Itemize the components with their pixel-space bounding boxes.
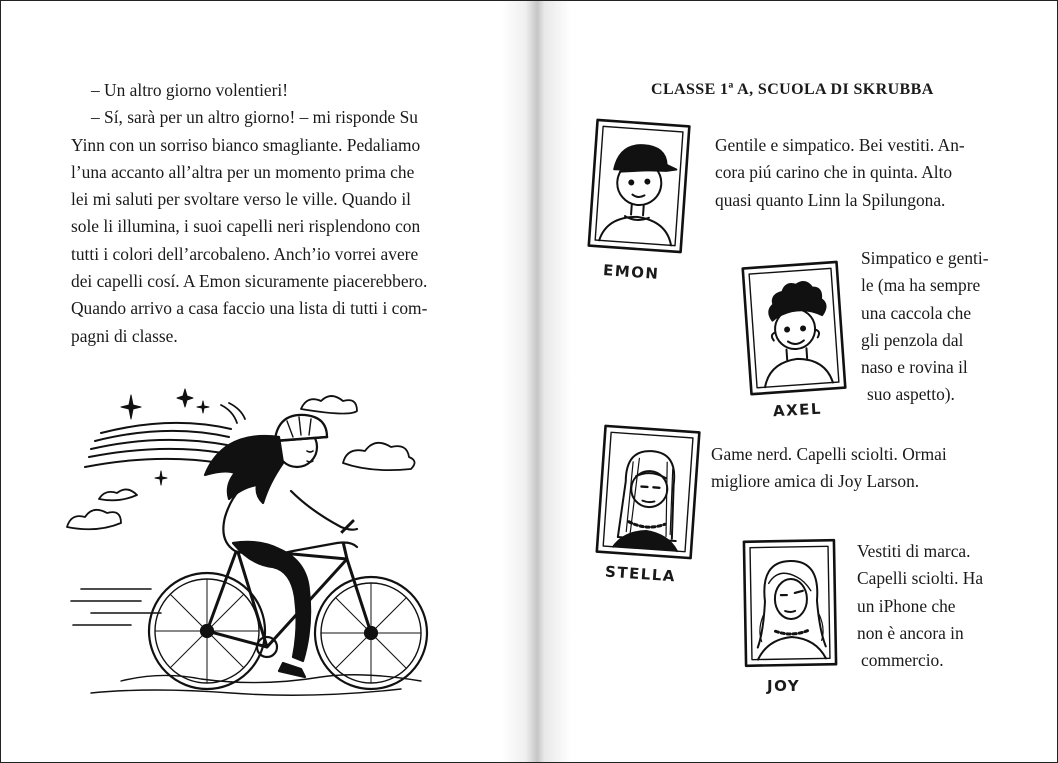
note-line: Simpatico e genti- <box>861 248 989 268</box>
emon-portrait <box>583 117 695 257</box>
text-line: dei capelli cosí. A Emon sicuramente piacerebbero. <box>71 271 428 292</box>
note-line: un iPhone che <box>857 595 956 616</box>
note-line: quasi quanto Linn la Spilungona. <box>715 189 946 210</box>
text-line: sole li illumina, i suoi capelli neri risplendono con <box>71 216 421 237</box>
note-line: cora piú carino che in quinta. Alto <box>715 162 953 183</box>
note-line: gli penzola dal <box>861 329 964 350</box>
joy-portrait <box>739 535 841 671</box>
classmate-note <box>857 538 983 674</box>
classmate-name: JOY <box>767 677 801 695</box>
text-line: Quando arrivo a casa faccio una lista di tutti i com- <box>71 298 428 319</box>
note-line: una caccola che <box>861 302 972 323</box>
stella-portrait <box>591 423 705 563</box>
text-line: tutti i colori dell’arcobaleno. Anch’io vorrei avere <box>71 243 419 264</box>
classmate-name: AXEL <box>772 399 823 421</box>
classmate-note <box>711 441 947 496</box>
note-line: le (ma ha sempre <box>861 275 981 296</box>
note-line: migliore amica di Joy Larson. <box>711 471 920 492</box>
note-line: Vestiti di marca. <box>857 541 971 561</box>
axel-portrait <box>737 257 853 399</box>
note-line: Capelli sciolti. Ha <box>857 568 984 589</box>
note-line: commercio. <box>861 650 944 671</box>
note-line: suo aspetto). <box>867 384 955 405</box>
classmate-name: EMON <box>602 261 661 283</box>
text-line: – Sí, sarà per un altro giorno! – mi risponde Su <box>91 107 418 128</box>
classmate-name: STELLA <box>604 562 677 586</box>
text-line: – Un altro giorno volentieri! <box>91 80 289 100</box>
text-line: l’una accanto all’altra per un momento prima che <box>71 161 415 182</box>
text-line: lei mi saluti per svoltare verso le ville. Quando il <box>71 189 412 210</box>
classmate-note <box>861 245 989 409</box>
note-line: Gentile e simpatico. Bei vestiti. An- <box>715 135 965 155</box>
classmate-note <box>715 132 965 214</box>
text-line: Yinn con un sorriso bianco smagliante. Pedaliamo <box>71 134 421 155</box>
left-page-text <box>71 77 463 350</box>
note-line: naso e rovina il <box>861 357 968 378</box>
book-gutter-shadow <box>501 1 571 762</box>
text-line: pagni di classe. <box>71 325 178 346</box>
note-line: non è ancora in <box>857 622 964 643</box>
girl-on-bicycle-illustration <box>61 381 441 711</box>
page-title: CLASSE 1ª A, SCUOLA DI SKRUBBA <box>651 81 934 98</box>
note-line: Game nerd. Capelli sciolti. Ormai <box>711 444 947 464</box>
